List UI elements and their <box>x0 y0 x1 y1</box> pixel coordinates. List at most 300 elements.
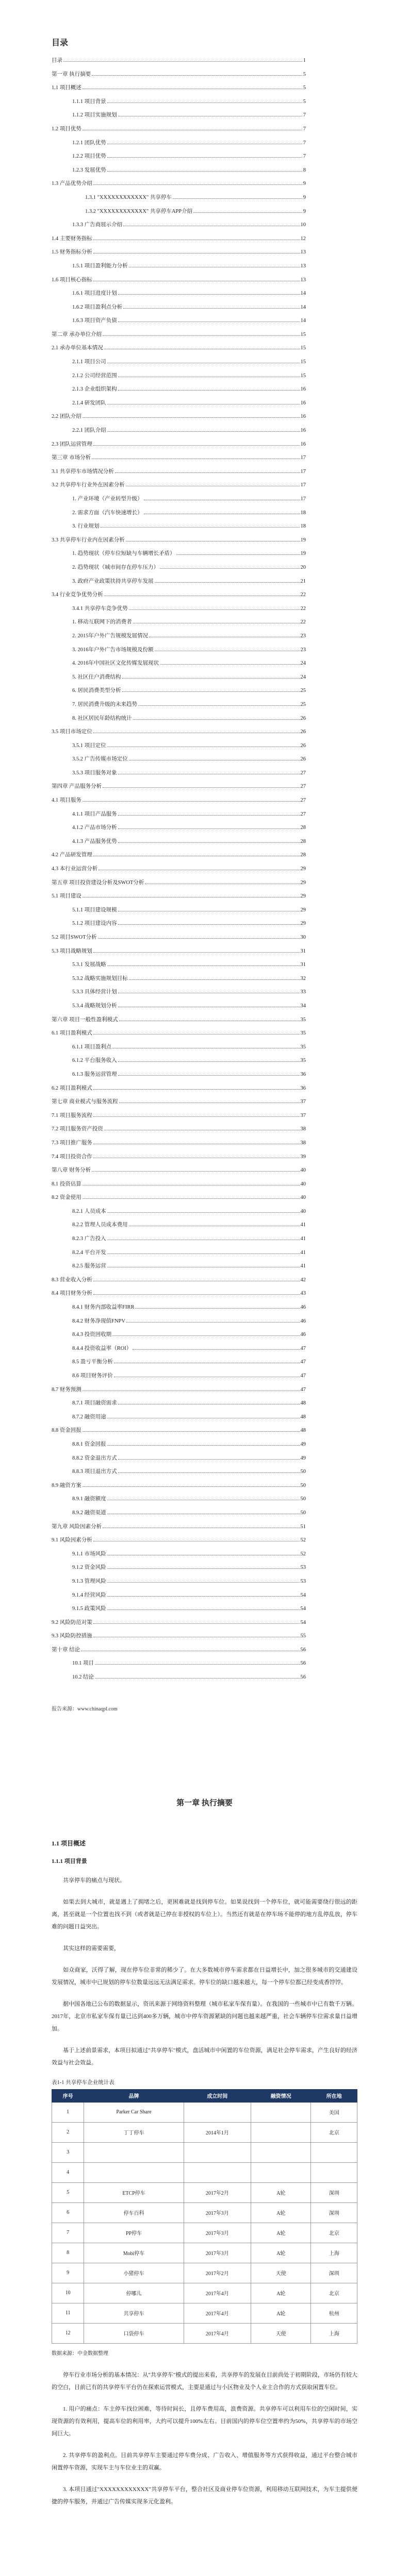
toc-entry-text: 2.3 团队运营管理 <box>52 441 92 447</box>
toc-entry-page: 30 <box>300 935 306 940</box>
toc-entry[interactable] <box>52 1026 306 1040</box>
toc-entry[interactable] <box>52 149 306 163</box>
toc-leader-dots <box>114 1368 300 1377</box>
toc-entry-text: 第六章 项目一般性盈利模式 <box>52 1016 118 1023</box>
toc-entry-page: 53 <box>300 1578 306 1584</box>
table-cell: 12 <box>52 2323 84 2343</box>
toc-entry-text: 1.2.1 团队优势 <box>72 140 106 146</box>
toc-entry[interactable] <box>52 1464 306 1478</box>
toc-leader-dots <box>118 903 300 911</box>
toc-entry-text: 8.4.4 投资收益率（ROI） <box>72 1345 132 1351</box>
toc-entry[interactable] <box>52 1519 306 1533</box>
toc-entry-text: 3. 政府产业政策扶持共享停车发展 <box>72 578 154 584</box>
toc-leader-dots <box>107 396 300 404</box>
toc-entry[interactable] <box>52 273 306 286</box>
toc-leader-dots <box>118 820 300 829</box>
toc-entry-text: 4.1.2 产品市场分析 <box>72 825 117 831</box>
toc-entry[interactable] <box>52 1286 306 1300</box>
toc-entry[interactable] <box>52 587 306 601</box>
table-body <box>52 2102 357 2343</box>
body-paragraph: 3. 本项目通过"XXXXXXXXXXXX"共享停车平台，整合社区及商业停车位资源，利用移动互联网技术，为车主提供便捷的停车服务，并通过广告传媒实现多元化盈利。 <box>52 2486 357 2505</box>
toc-entry[interactable] <box>52 122 306 135</box>
toc-entry[interactable] <box>52 601 306 615</box>
toc-entry-page: 17 <box>300 455 306 461</box>
toc-entry-page: 16 <box>300 441 306 447</box>
toc-leader-dots <box>123 300 299 309</box>
chapter-title: 第一章 执行摘要 <box>176 1799 233 1807</box>
toc-entry-text: 2.1 承办单位基本情况 <box>52 345 103 351</box>
toc-entry[interactable] <box>52 642 306 656</box>
toc-entry-page: 52 <box>300 1551 306 1557</box>
toc-entry[interactable] <box>52 1231 306 1245</box>
toc-entry-text: 8.2.5 服务运营 <box>72 1263 106 1269</box>
toc-entry-page: 34 <box>300 1003 306 1009</box>
toc-entry[interactable] <box>52 615 306 629</box>
toc-entry[interactable] <box>52 1410 306 1423</box>
toc-entry[interactable] <box>52 957 306 971</box>
toc-entry-page: 41 <box>300 1236 306 1242</box>
toc-leader-dots <box>107 1601 300 1610</box>
toc-entry-page: 31 <box>300 962 306 968</box>
table-cell: 深圳 <box>311 2202 357 2223</box>
toc-entry-page: 20 <box>300 564 306 570</box>
toc-leader-dots <box>83 889 300 897</box>
table-cell: 口袋停车 <box>84 2323 184 2343</box>
toc-entry-page: 55 <box>300 1633 306 1639</box>
toc-entry-text: 8.3 营业收入分析 <box>52 1277 92 1283</box>
toc-leader-dots <box>93 724 300 733</box>
table-cell: Mobi停车 <box>84 2243 184 2263</box>
table-cell: 停哪儿 <box>84 2283 184 2303</box>
toc-entry[interactable] <box>52 1136 306 1149</box>
toc-entry-page: 41 <box>300 1249 306 1256</box>
toc-entry-text: 9.3 风险防控措施 <box>52 1633 92 1639</box>
toc-entry-text: 8.2.3 广告投入 <box>72 1236 106 1242</box>
toc-entry[interactable] <box>52 176 306 190</box>
toc-entry[interactable] <box>52 1040 306 1054</box>
toc-entry[interactable] <box>52 1108 306 1122</box>
chapter-1 <box>0 1797 409 2508</box>
toc-entry[interactable] <box>52 1615 306 1629</box>
toc-entry[interactable] <box>52 354 306 368</box>
toc-entry-text: 第四章 产品服务分析 <box>52 784 102 790</box>
toc-entry[interactable] <box>52 1423 306 1437</box>
toc-entry[interactable] <box>52 341 306 354</box>
toc-entry[interactable] <box>52 697 306 711</box>
toc-entry-text: 1. 移动互联网下的消费者 <box>72 619 132 625</box>
toc-entry[interactable] <box>52 807 306 821</box>
toc-entry-page: 47 <box>300 1386 306 1393</box>
toc-entry-page: 18 <box>300 510 306 516</box>
toc-entry-page: 56 <box>300 1647 306 1653</box>
toc-leader-dots <box>107 163 302 172</box>
table-row <box>52 2223 357 2243</box>
toc-entry[interactable] <box>52 1273 306 1286</box>
table-cell: A轮 <box>251 2202 311 2223</box>
toc-entry[interactable] <box>52 204 306 218</box>
toc-entry[interactable] <box>52 1437 306 1451</box>
toc-entry-text: 8.9.1 融资额度 <box>72 1496 106 1502</box>
toc-entry-text: 8.9 融资方案 <box>52 1482 81 1488</box>
toc-entry-text: 9.1.5 政策风险 <box>72 1606 106 1612</box>
toc-leader-dots <box>107 1437 300 1446</box>
toc-entry-text: 第七章 商业模式与服务流程 <box>52 1099 118 1105</box>
toc-entry[interactable] <box>52 409 306 423</box>
toc-entry[interactable] <box>52 738 306 752</box>
toc-entry[interactable] <box>52 1642 306 1656</box>
toc-leader-dots <box>107 149 302 158</box>
toc-entry[interactable] <box>52 1629 306 1642</box>
toc-leader-dots <box>112 1327 299 1336</box>
table-cell <box>251 2102 311 2122</box>
toc-entry[interactable] <box>52 67 306 81</box>
toc-entry[interactable] <box>52 1122 306 1136</box>
toc-entry[interactable] <box>52 423 306 437</box>
toc-entry[interactable] <box>52 1327 306 1341</box>
body-paragraph: 2. 共享停车的盈利点。目前共享停车主要通过停车费分成、广告收入、增值服务等方式获得收益，通过平台整合城市闲置停车资源，实现车主与车位业主的双赢。 <box>52 2452 357 2471</box>
toc-leader-dots <box>119 1012 300 1021</box>
toc-entry[interactable] <box>52 1560 306 1574</box>
toc-leader-dots <box>103 779 299 788</box>
toc-entry-text: 2.1.4 研发团队 <box>72 400 106 406</box>
toc-entry[interactable] <box>52 396 306 410</box>
toc-leader-dots <box>93 1286 300 1295</box>
toc-entry-page: 12 <box>300 235 306 242</box>
toc-entry-text: 1.2.3 发展优势 <box>72 167 106 173</box>
toc-entry[interactable] <box>52 286 306 300</box>
toc-entry[interactable] <box>52 1081 306 1095</box>
toc-entry[interactable] <box>52 300 306 314</box>
toc-entry[interactable] <box>52 779 306 793</box>
toc-entry[interactable] <box>52 1163 306 1177</box>
table-row <box>52 2142 357 2162</box>
toc-entry[interactable] <box>52 1012 306 1026</box>
toc-entry[interactable] <box>52 875 306 889</box>
toc-entry[interactable] <box>52 245 306 259</box>
toc-entry-page: 13 <box>300 277 306 283</box>
toc-entry-text: 1.4 主要财务指标 <box>52 235 92 242</box>
toc-entry[interactable] <box>52 930 306 944</box>
toc-leader-dots <box>107 94 302 103</box>
table-row <box>52 2182 357 2202</box>
toc-entry[interactable] <box>52 231 306 245</box>
table-cell <box>84 2162 184 2182</box>
toc-entry-text: 8.9.2 融资渠道 <box>72 1510 106 1516</box>
toc-entry-page: 49 <box>300 1441 306 1447</box>
toc-leader-dots <box>107 1231 300 1240</box>
toc-entry[interactable] <box>52 1656 306 1670</box>
toc-entry[interactable] <box>52 1601 306 1615</box>
toc-entry-page: 32 <box>300 975 306 981</box>
toc-entry-page: 21 <box>300 578 306 584</box>
toc-leader-dots <box>129 1217 300 1226</box>
toc-entry[interactable] <box>52 94 306 108</box>
toc-entry-text: 2. 2015年户外广告规模发展情况 <box>72 633 148 639</box>
toc-entry[interactable] <box>52 1149 306 1163</box>
toc-entry-page: 49 <box>300 1455 306 1461</box>
toc-entry-text: 7.1 项目服务流程 <box>52 1112 92 1118</box>
toc-leader-dots <box>145 875 299 884</box>
toc-entry-page: 5 <box>303 71 306 77</box>
toc-entry-page: 29 <box>300 866 306 872</box>
toc-leader-dots <box>118 382 300 391</box>
toc-entry-page: 35 <box>300 1058 306 1064</box>
table-cell: A轮 <box>251 2303 311 2323</box>
toc-entry[interactable] <box>52 163 306 177</box>
body-paragraph: 1. 用户的痛点：车主停车找位困难，等待时间长，且停车费用高，浪费资源。共享停车可以利用车位的空闲时间，实现资源的有效利用，提高车位的利用率，大约可以提升100%左右。目前国内的停车位空置率约为50%，共享停车的市场空间巨大。 <box>52 2405 357 2437</box>
toc-entry-page: 48 <box>300 1428 306 1434</box>
toc-entry[interactable] <box>52 217 306 231</box>
table-cell: 上海 <box>311 2323 357 2343</box>
toc-leader-dots <box>118 807 300 816</box>
toc-entry-text: 1.2 项目优势 <box>52 126 81 132</box>
toc-leader-dots <box>118 916 300 925</box>
toc-entry[interactable] <box>52 1245 306 1259</box>
toc-entry[interactable] <box>52 368 306 382</box>
toc-entry-page: 15 <box>300 345 306 351</box>
toc-entry-text: 8.8.1 资金回报 <box>72 1441 106 1447</box>
toc-entry-page: 7 <box>303 154 306 160</box>
toc-entry-page: 5 <box>303 85 306 91</box>
toc-leader-dots <box>155 642 300 651</box>
toc-entry-page: 50 <box>300 1496 306 1502</box>
paragraphs-b <box>52 2369 357 2508</box>
toc-entry-text: 4.1.1 项目产品服务 <box>72 811 117 817</box>
toc-entry-page: 26 <box>300 729 306 735</box>
body-paragraph: 共享停车的痛点与现状。 <box>63 1877 125 1884</box>
toc-entry-text: 9.1 风险因素分析 <box>52 1537 92 1544</box>
toc-entry[interactable] <box>52 1574 306 1588</box>
toc-entry[interactable] <box>52 1053 306 1067</box>
toc-entry-text: 5. 社区住户消费结构 <box>72 674 121 680</box>
toc-entry[interactable] <box>52 1492 306 1505</box>
toc-leader-dots <box>129 601 300 610</box>
table-cell: 2017年3月 <box>184 2223 251 2243</box>
toc-entry[interactable] <box>52 437 306 451</box>
toc-entry[interactable] <box>52 1190 306 1204</box>
toc-entry-page: 5 <box>303 98 306 105</box>
table-row <box>52 2283 357 2303</box>
toc-entry[interactable] <box>52 450 306 464</box>
toc-entry-text: 9.1.4 经营风险 <box>72 1592 106 1598</box>
table-cell: 2017年4月 <box>184 2323 251 2343</box>
toc-entry[interactable] <box>52 478 306 492</box>
toc-entry-text: 3. 行业规划 <box>72 523 100 530</box>
toc-entry-page: 13 <box>300 263 306 269</box>
toc-entry[interactable] <box>52 1533 306 1547</box>
toc-entry[interactable] <box>52 53 306 67</box>
table-cell <box>184 2102 251 2122</box>
toc-entry-page: 31 <box>300 948 306 954</box>
toc-entry-text: 1. 产业环境（产业转型升级） <box>72 496 143 502</box>
toc-entry[interactable] <box>52 670 306 684</box>
toc-entry-text: 8.4.1 财务内部收益率FIRR <box>72 1304 135 1311</box>
toc-entry[interactable] <box>52 464 306 478</box>
toc-entry[interactable] <box>52 574 306 588</box>
toc-entry[interactable] <box>52 1341 306 1355</box>
toc-entry-text: 10.2 结论 <box>72 1674 94 1681</box>
toc-entry[interactable] <box>52 985 306 998</box>
toc-entry[interactable] <box>52 560 306 574</box>
body-paragraph: 停车行业市场分析的基本情况：从"共享停车"模式的提出来看，共享停车的发展在目前尚处于初期阶段，市场仍有较大的空白，目前已有的共享停车平台仍在探索运营模式，主要是通过与小区物业及个人业主合作的方式获取闲置车位。 <box>52 2371 357 2391</box>
toc-entry-page: 38 <box>300 1126 306 1132</box>
toc-entry[interactable] <box>52 1217 306 1231</box>
toc-entry[interactable] <box>52 766 306 779</box>
toc-leader-dots <box>155 574 300 583</box>
toc-entry[interactable] <box>52 1300 306 1314</box>
toc-entry-page: 9 <box>303 194 306 200</box>
toc-leader-dots <box>93 1081 300 1090</box>
toc-entry-page: 50 <box>300 1510 306 1516</box>
table-cell: 2017年4月 <box>184 2303 251 2323</box>
toc-entry[interactable] <box>52 1396 306 1410</box>
toc-leader-dots <box>93 944 300 953</box>
toc-entry-text: 第十章 结论 <box>52 1647 80 1653</box>
toc-leader-dots <box>83 793 300 802</box>
toc-leader-dots <box>118 1464 300 1473</box>
toc-entry[interactable] <box>52 190 306 204</box>
toc-entry-page: 35 <box>300 1044 306 1050</box>
toc-entry[interactable] <box>52 629 306 642</box>
table-cell: 共享停车 <box>84 2303 184 2323</box>
toc-entry[interactable] <box>52 546 306 560</box>
toc-entry-text: 1.3.1 "XXXXXXXXXXXX" 共享停车 <box>85 194 172 200</box>
toc-entry[interactable] <box>52 916 306 930</box>
toc-entry-text: 1.3.2 "XXXXXXXXXXXX" 共享停车APP介绍 <box>85 208 193 214</box>
toc-entry-page: 41 <box>300 1222 306 1228</box>
toc-title: 目录 <box>52 39 69 47</box>
toc-entry[interactable] <box>52 944 306 958</box>
toc-entry[interactable] <box>52 820 306 834</box>
table-cell: 杭州 <box>311 2303 357 2323</box>
toc-entry[interactable] <box>52 861 306 875</box>
toc-entry-text: 2.1.1 项目公司 <box>72 359 106 365</box>
toc-entry[interactable] <box>52 903 306 917</box>
toc-entry-page: 50 <box>300 1469 306 1475</box>
toc-entry[interactable] <box>52 1354 306 1368</box>
toc-entry[interactable] <box>52 135 306 149</box>
toc-entry-text: 8.7.1 项目融资需求 <box>72 1400 117 1406</box>
toc-entry[interactable] <box>52 752 306 766</box>
toc-entry[interactable] <box>52 1451 306 1465</box>
toc-leader-dots <box>173 190 302 199</box>
toc-entry[interactable] <box>52 1067 306 1081</box>
toc-entry[interactable] <box>52 1204 306 1218</box>
toc-entry[interactable] <box>52 505 306 519</box>
toc-entry[interactable] <box>52 1177 306 1191</box>
toc-entry[interactable] <box>52 1670 306 1684</box>
toc-entry[interactable] <box>52 259 306 273</box>
toc-leader-dots <box>118 1053 300 1062</box>
toc-entry-text: 6.1.1 项目盈利点 <box>72 1044 112 1050</box>
toc-leader-dots <box>107 1505 300 1514</box>
toc-entry-text: 3.3 共享停车行业内在因素分析 <box>52 537 125 543</box>
toc-entry[interactable] <box>52 533 306 547</box>
toc-entry[interactable] <box>52 1314 306 1328</box>
toc-entry[interactable] <box>52 971 306 985</box>
toc-entry[interactable] <box>52 108 306 122</box>
toc-entry[interactable] <box>52 889 306 903</box>
toc-leader-dots <box>103 1519 299 1528</box>
toc-entry-page: 46 <box>300 1318 306 1324</box>
toc-entry[interactable] <box>52 1547 306 1561</box>
toc-entry-page: 28 <box>300 852 306 858</box>
toc-leader-dots <box>103 327 299 336</box>
table-cell: 1 <box>52 2102 84 2122</box>
toc-leader-dots <box>93 848 300 856</box>
toc-entry-text: 8.4.2 财务净现值FNPV <box>72 1318 125 1324</box>
toc-entry[interactable] <box>52 1094 306 1108</box>
toc-leader-dots <box>93 1108 300 1117</box>
toc-entry[interactable] <box>52 998 306 1012</box>
toc-entry-text: 9.2 风险防范对策 <box>52 1619 92 1625</box>
toc-leader-dots <box>133 711 300 720</box>
toc-entry-text: 7.3 项目推广服务 <box>52 1140 92 1146</box>
toc-entry-page: 15 <box>300 331 306 337</box>
toc-entry[interactable] <box>52 492 306 505</box>
toc-list <box>52 53 306 1684</box>
toc-entry[interactable] <box>52 683 306 697</box>
body-paragraph: 其实这样的需要需要， <box>63 1945 120 1952</box>
toc-entry-page: 35 <box>300 1016 306 1023</box>
toc-entry-text: 8. 社区居民年龄结构统计 <box>72 715 132 721</box>
toc-entry[interactable] <box>52 1588 306 1602</box>
toc-entry[interactable] <box>52 711 306 725</box>
table-row <box>52 2102 357 2122</box>
toc-entry-page: 14 <box>300 318 306 324</box>
table-row <box>52 2122 357 2142</box>
toc-entry[interactable] <box>52 1505 306 1519</box>
toc-entry-text: 2. 趋势现状（城市间存在停车压力） <box>72 564 159 570</box>
toc-leader-dots <box>144 505 300 514</box>
toc-entry[interactable] <box>52 1259 306 1273</box>
toc-entry-page: 16 <box>300 414 306 420</box>
toc-entry-page: 27 <box>300 811 306 817</box>
table-cell: A轮 <box>251 2243 311 2263</box>
toc-entry[interactable] <box>52 793 306 807</box>
table-cell: 2017年3月 <box>184 2243 251 2263</box>
toc-entry-page: 19 <box>300 551 306 557</box>
table-cell: 6 <box>52 2202 84 2223</box>
toc-entry-page: 26 <box>300 742 306 749</box>
toc-entry-text: 1.6.2 项目盈利点分析 <box>72 304 123 310</box>
toc-entry[interactable] <box>52 1478 306 1492</box>
toc-entry[interactable] <box>52 327 306 341</box>
toc-entry-text: 4.3 本行业运营分析 <box>52 866 98 872</box>
toc-entry[interactable] <box>52 1368 306 1382</box>
toc-entry-text: 6.2 项目盈利模式 <box>52 1085 92 1091</box>
toc-entry[interactable] <box>52 313 306 327</box>
toc-entry[interactable] <box>52 80 306 94</box>
toc-leader-dots <box>133 615 300 623</box>
toc-entry[interactable] <box>52 724 306 738</box>
body-paragraph: 基于上述前景需求，本项目拟通过"共享停车"模式，盘活城市中闲置的车位资源，满足社会停车需求，产生良好的经济效益与社会效益。 <box>52 2047 357 2066</box>
toc-entry[interactable] <box>52 834 306 848</box>
toc-entry[interactable] <box>52 382 306 396</box>
toc-entry-text: 5.3.3 具体经营计划 <box>72 989 117 995</box>
toc-entry-page: 28 <box>300 838 306 844</box>
toc-entry[interactable] <box>52 848 306 861</box>
toc-entry[interactable] <box>52 519 306 533</box>
toc-entry-text: 5.1.1 项目建设规模 <box>72 907 117 913</box>
toc-entry[interactable] <box>52 656 306 670</box>
toc-leader-dots <box>93 1136 300 1144</box>
toc-entry[interactable] <box>52 1382 306 1396</box>
toc-leader-dots <box>160 560 300 569</box>
toc-leader-dots <box>107 957 300 966</box>
toc-entry-page: 39 <box>300 1154 306 1160</box>
toc-leader-dots <box>193 204 302 213</box>
